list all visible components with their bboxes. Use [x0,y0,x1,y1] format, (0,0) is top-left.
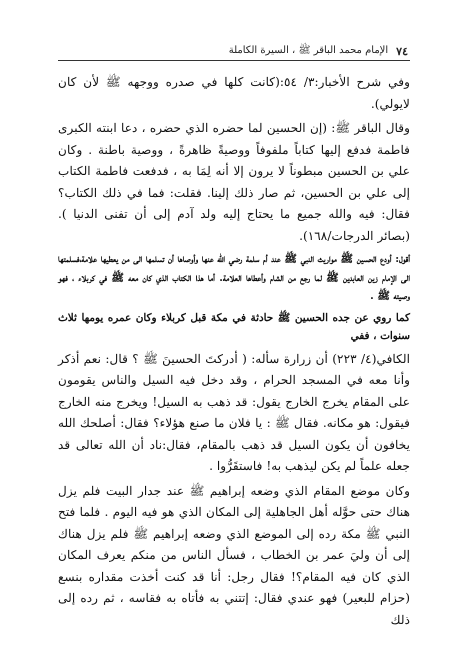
paragraph-maqam-history: وكان موضع المقام الذي وضعه إبراهيم ﷺ عند جدار البيت فلم يزل هناك حتى حوَّله أهل الجاهلية إلى المكان الذي هو فيه اليوم . فلما فتح النبي ﷺ مكة رده إلى الموضع الذي وضعه إبراهيم ﷺ فلم يزل هناك إلى أن وليَ عمر بن الخطاب ، فسأل الناس من منكم يعرف المكان الذي كان فيه المقام؟! فقال رجل: أنا قد كنت أخذت مقداره بنسع (حزام للبعير) فهو عندي فقال: إتتني به فأتاه به فقاسه ، ثم رده إلى ذلك [58,483,410,627]
paragraph-baqir-hadith: وقال الباقر ﷺ: (إن الحسين لما حضره الذي حضره ، دعا ابنته الكبرى فاطمة فدفع إليها كتاباً ملفوفاً ووصيةً ظاهرةً ، ووصية باطنة . وكان علي بن الحسين مبطوناً لا يرون إلا أنه لِمَا به ، فدفعت فاطمة الكتاب إلى علي بن الحسين، ثم صار ذلك إلينا. فقلت: فما في ذلك الكتاب؟ فقال: فيه والله جميع ما يحتاج إليه ولد آدم إلى أن تفنى الدنيا ). (بصائر الدرجات/١٦٨). [58,121,410,243]
paragraph-author-note: أقول: أودع الحسين ﷺ مواريث النبي ﷺ عند أم سلمة رضي الله عنها وأوصاها أن تسلمها الى من يعطيها علامة،فسلمتها الى الإمام زين العابدين ﷺ لما رجع من الشام وأعطاها العلامة. أما هذا الكتاب الذي كان معه ﷺ في كربلاء ، فهو وصيته ﷺ . [58,253,410,302]
header-rule [58,60,410,61]
page-body [58,72,410,631]
running-header [60,44,408,58]
paragraph-kafi-hadith: الكافي(٤/ ٢٢٣) أن زرارة سأله: ( أدركتَ الحسينَ ﷺ ؟ قال: نعم أذكر وأنا معه في المسجد الحرام ، وقد دخل فيه السيل والناس يقومون على المقام يخرج الخارج يقول: قد ذهب به السيل! ويخرج منه الخارج فيقول: هو مكانه. فقال ﷺ : يا فلان ما صنع هؤلاء؟ فقال: أصلحك الله يخافون أن يكون السيل قد ذهب بالمقام، فقال:ناد أن الله تعالى قد جعله علماً لم يكن ليذهب به! فاستقَرُّوا . [58,351,410,473]
paragraph-sharh-akhbar: وفي شرح الأخبار:٣/ ٥٤:(كانت كلها في صدره ووجهه ﷺ لأن كان لايولي). [58,75,410,111]
running-title: الإمام محمد الباقر ﷺ ، السيرة الكاملة [228,45,389,56]
page-number: ٧٤ [396,44,408,58]
paragraph-mecca-incident-intro: كما روي عن جده الحسين ﷺ حادثة في مكة قبل كربلاء وكان عمره يومها ثلاث سنوات ، ففي [58,311,410,342]
